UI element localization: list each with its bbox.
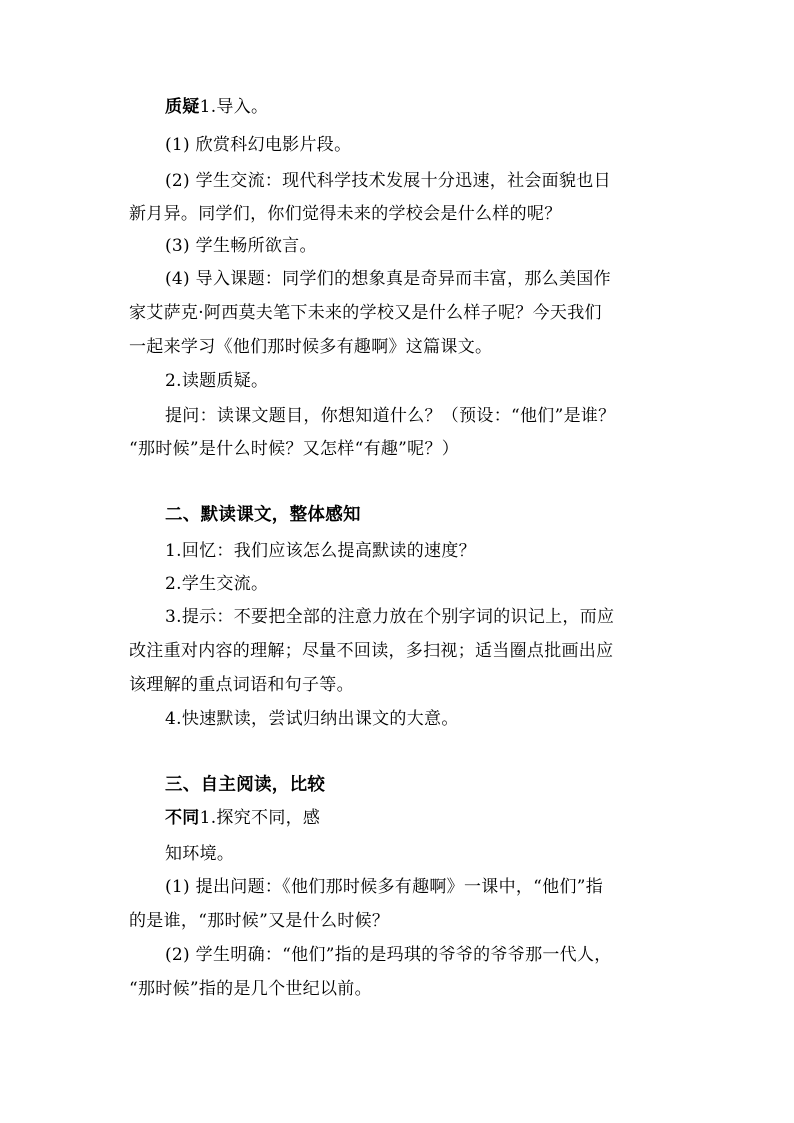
section-2-heading: 二、默读课文，整体感知 — [165, 505, 361, 525]
paragraph: 2.学生交流。 — [165, 574, 269, 594]
section-1-lead — [165, 96, 268, 118]
paragraph: (2) 学生明确：“他们”指的是玛琪的爷爷的爷爷那一代人， — [165, 945, 612, 965]
section-3-heading: 三、自主阅读，比较 — [165, 775, 326, 795]
paragraph: (2) 学生交流：现代科学技术发展十分迅速，社会面貌也日 — [165, 171, 611, 191]
paragraph: (3) 学生畅所欲言。 — [165, 236, 317, 256]
paragraph-continuation: 该理解的重点词语和句子等。 — [129, 675, 354, 695]
paragraph-continuation: “那时候”是什么时候？又怎样“有趣”呢？） — [129, 439, 460, 459]
section-1-lead-text: 1.导入。 — [199, 97, 269, 117]
paragraph: 2.读题质疑。 — [165, 371, 269, 391]
paragraph-continuation: 改注重对内容的理解；尽量不回读，多扫视；适当圈点批画出应 — [129, 641, 614, 661]
paragraph-continuation: “那时候”指的是几个世纪以前。 — [129, 979, 372, 999]
paragraph: (4) 导入课题：同学们的想象真是奇异而丰富，那么美国作 — [165, 269, 611, 289]
paragraph-continuation: 新月异。同学们，你们觉得未来的学校会是什么样的呢？ — [129, 204, 562, 224]
section-3-lead-text: 1.探究不同，感 — [199, 808, 321, 828]
paragraph-continuation: 家艾萨克·阿西莫夫笔下未来的学校又是什么样子呢？今天我们 — [129, 303, 602, 323]
paragraph: (1) 提出问题：《他们那时候多有趣啊》一课中，“他们”指 — [165, 877, 604, 897]
section-1-lead-bold: 质疑 — [165, 97, 200, 117]
paragraph: 提问：读课文题目，你想知道什么？（预设：“他们”是谁？ — [165, 406, 616, 426]
paragraph-continuation: 知环境。 — [165, 844, 235, 864]
paragraph: 3.提示：不要把全部的注意力放在个别字词的识记上，而应 — [165, 607, 615, 627]
section-3-lead — [165, 807, 320, 829]
paragraph-continuation: 一起来学习《他们那时候多有趣啊》这篇课文。 — [129, 337, 493, 357]
paragraph: 4.快速默读，尝试归纳出课文的大意。 — [165, 709, 459, 729]
paragraph: (1) 欣赏科幻电影片段。 — [165, 135, 352, 155]
paragraph-continuation: 的是谁，“那时候”又是什么时候？ — [129, 911, 390, 931]
section-3-lead-bold: 不同 — [165, 808, 200, 828]
paragraph: 1.回忆：我们应该怎么提高默读的速度？ — [165, 541, 476, 561]
